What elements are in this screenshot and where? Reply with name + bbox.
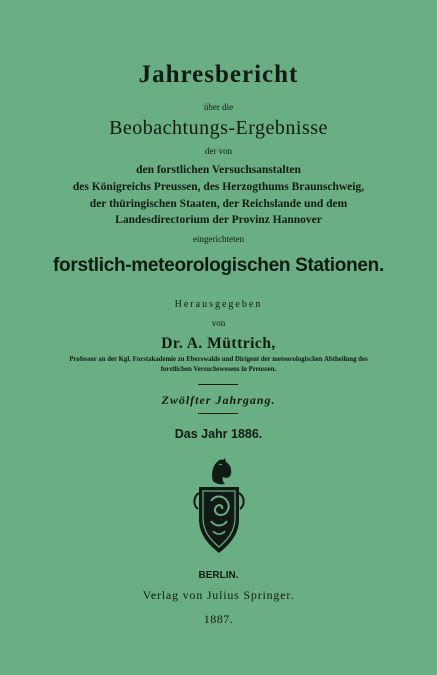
divider-rule-bottom [198,413,238,414]
institution-line-4: Landesdirectorium der Provinz Hannover [115,214,322,226]
eingerichteten-text: eingerichteten [193,234,244,244]
uber-die-text: über die [203,102,234,112]
herausgegeben-text: Herausgegeben [174,299,263,310]
affiliation-line-1: Professor an der Kgl. Forstakademie zu Eberswalde und Dirigent der meteorologischen Abtheilung des [69,356,368,363]
author-name: Dr. A. Müttrich, [161,335,276,352]
cover-title: Jahresbericht [138,61,299,88]
cover-subtitle: Beobachtungs-Ergebnisse [109,117,328,139]
institution-line-1: den forstlichen Versuchsanstalten [136,164,301,176]
von-text: von [211,318,226,328]
edition-text: Zwölfter Jahrgang. [161,393,276,407]
affiliation-line-2: forstlichen Versuchswesens in Preussen. [160,366,277,373]
horse-head-shape [212,458,231,484]
publication-year: 1887. [203,612,234,626]
stations-heading: forstlich-meteorologischen Stationen. [53,255,384,276]
institution-line-2: des Königreichs Preussen, des Herzogthums Braunschweig, [72,181,365,193]
institution-line-3: der thüringischen Staaten, der Reichslande und dem [89,198,348,210]
der-von-text: der von [204,146,233,156]
divider-rule-top [198,384,238,385]
publication-city: BERLIN. [198,570,239,581]
report-year: Das Jahr 1886. [174,427,263,441]
publisher-line: Verlag von Julius Springer. [142,588,295,602]
springer-horse-emblem-icon [183,457,255,557]
